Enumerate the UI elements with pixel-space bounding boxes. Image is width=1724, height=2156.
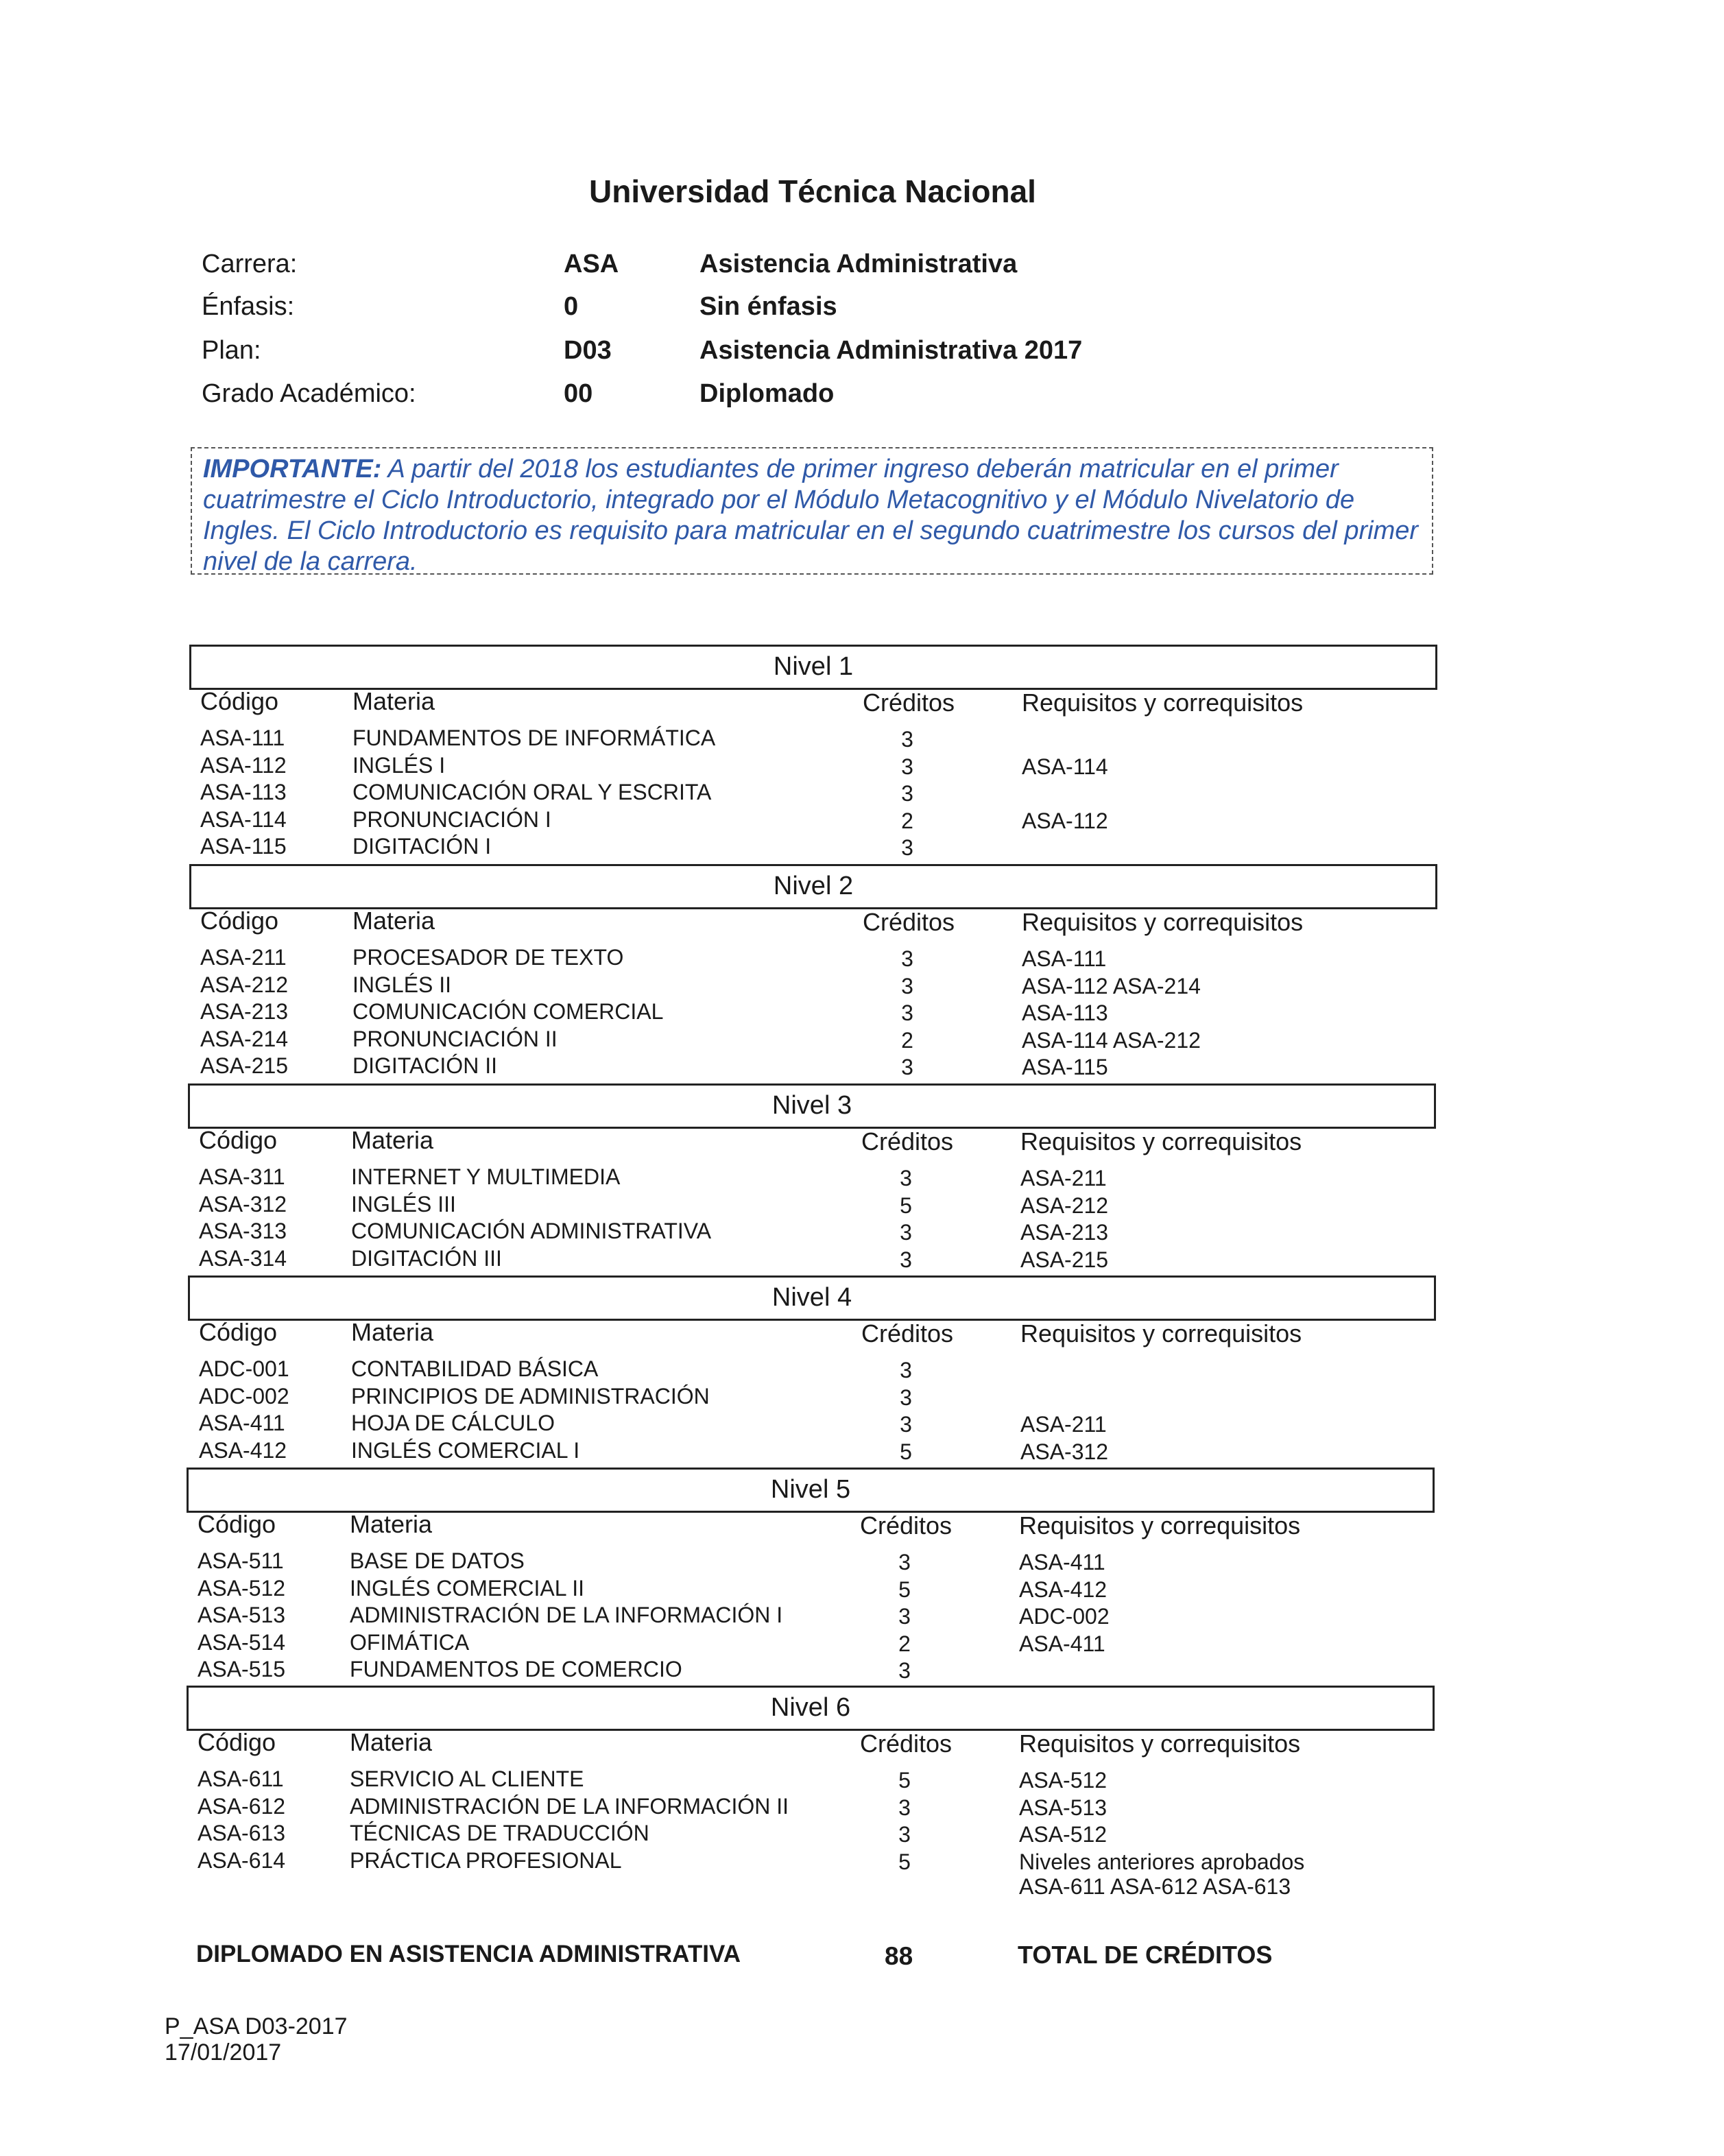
- column-header-code: Código: [200, 687, 279, 715]
- course-code: ASA-215: [200, 1053, 289, 1078]
- course-code: ASA-114: [200, 807, 287, 832]
- course-credits: 3: [900, 1358, 912, 1382]
- course-name: INGLÉS COMERCIAL II: [350, 1576, 584, 1601]
- emphasis-value: Sin énfasis: [699, 292, 837, 321]
- column-header-subject: Materia: [352, 687, 435, 715]
- course-name: COMUNICACIÓN ADMINISTRATIVA: [351, 1219, 712, 1243]
- level-header: Nivel 2: [189, 864, 1437, 909]
- column-header-requirements: Requisitos y correquisitos: [1019, 1729, 1301, 1758]
- course-credits: 3: [901, 946, 913, 971]
- total-credits: 88: [885, 1942, 913, 1970]
- course-credits: 3: [901, 781, 913, 806]
- column-header-subject: Materia: [351, 1318, 434, 1346]
- column-header-code: Código: [197, 1510, 276, 1538]
- course-credits: 2: [901, 1028, 913, 1053]
- course-code: ASA-211: [200, 945, 287, 970]
- course-credits: 3: [901, 727, 913, 752]
- level-header: Nivel 4: [188, 1275, 1436, 1321]
- course-requirements: ASA-411: [1019, 1631, 1105, 1656]
- level-header: Nivel 5: [187, 1468, 1435, 1513]
- column-header-credits: Créditos: [860, 1511, 953, 1540]
- course-requirements: ASA-212: [1020, 1193, 1109, 1218]
- course-requirements: ASA-211: [1020, 1166, 1107, 1190]
- course-requirements-extra: ASA-611 ASA-612 ASA-613: [1019, 1874, 1291, 1899]
- column-header-credits: Créditos: [863, 908, 955, 936]
- course-requirements: ASA-411: [1019, 1550, 1105, 1574]
- level-header: Nivel 3: [188, 1083, 1436, 1129]
- course-credits: 5: [898, 1849, 911, 1874]
- course-code: ASA-513: [197, 1603, 286, 1627]
- course-credits: 5: [898, 1577, 911, 1602]
- course-name: PRINCIPIOS DE ADMINISTRACIÓN: [351, 1384, 710, 1409]
- course-credits: 5: [900, 1439, 912, 1464]
- course-requirements: ASA-114: [1022, 754, 1108, 779]
- course-credits: 3: [898, 1550, 911, 1574]
- column-header-subject: Materia: [352, 907, 435, 935]
- course-name: COMUNICACIÓN ORAL Y ESCRITA: [352, 780, 712, 804]
- course-name: PRONUNCIACIÓN II: [352, 1027, 558, 1051]
- course-name: PROCESADOR DE TEXTO: [352, 945, 624, 970]
- course-requirements: ASA-213: [1020, 1220, 1109, 1245]
- course-credits: 3: [898, 1658, 911, 1683]
- degree-name: DIPLOMADO EN ASISTENCIA ADMINISTRATIVA: [196, 1941, 741, 1967]
- course-name: OFIMÁTICA: [350, 1630, 470, 1655]
- course-code: ASA-614: [197, 1848, 286, 1873]
- course-name: DIGITACIÓN II: [352, 1053, 497, 1078]
- course-credits: 2: [901, 809, 913, 833]
- career-value: Asistencia Administrativa: [699, 250, 1018, 278]
- course-credits: 3: [900, 1220, 912, 1245]
- course-code: ASA-212: [200, 972, 289, 997]
- course-requirements: ASA-112: [1022, 809, 1108, 833]
- course-requirements: Niveles anteriores aprobados: [1019, 1849, 1305, 1874]
- column-header-code: Código: [200, 907, 279, 935]
- course-name: INGLÉS I: [352, 753, 446, 778]
- level-header: Nivel 1: [189, 645, 1437, 690]
- career-code: ASA: [564, 250, 619, 278]
- emphasis-label: Énfasis:: [202, 292, 295, 321]
- column-header-code: Código: [197, 1728, 276, 1756]
- course-credits: 3: [901, 1001, 913, 1025]
- course-requirements: ASA-111: [1022, 946, 1107, 971]
- course-code: ASA-515: [197, 1657, 286, 1681]
- course-code: ASA-512: [197, 1576, 286, 1601]
- course-code: ASA-511: [197, 1548, 284, 1573]
- course-name: ADMINISTRACIÓN DE LA INFORMACIÓN I: [350, 1603, 783, 1627]
- course-code: ADC-002: [199, 1384, 289, 1409]
- column-header-credits: Créditos: [861, 1319, 954, 1348]
- document-code: P_ASA D03-2017: [165, 2013, 348, 2039]
- document-date: 17/01/2017: [165, 2039, 282, 2065]
- course-name: ADMINISTRACIÓN DE LA INFORMACIÓN II: [350, 1794, 789, 1819]
- column-header-code: Código: [199, 1126, 278, 1154]
- course-code: ASA-613: [197, 1821, 286, 1845]
- course-name: COMUNICACIÓN COMERCIAL: [352, 999, 664, 1024]
- level-header: Nivel 6: [187, 1686, 1435, 1731]
- course-credits: 3: [900, 1166, 912, 1190]
- course-name: INTERNET Y MULTIMEDIA: [351, 1164, 621, 1189]
- course-code: ASA-112: [200, 753, 287, 778]
- total-credits-label: TOTAL DE CRÉDITOS: [1018, 1941, 1273, 1969]
- column-header-requirements: Requisitos y correquisitos: [1022, 908, 1304, 936]
- course-requirements: ASA-114 ASA-212: [1022, 1028, 1201, 1053]
- course-credits: 3: [901, 974, 913, 998]
- notice-text: A partir del 2018 los estudiantes de primer ingreso deberán matricular en el primer cuatrimestre el Ciclo Introductorio, integrado por el Módulo Metacognitivo y el Módulo Nivelatorio de Ingles. El Ciclo Introductorio es requisito para matricular en el segundo cuatrimestre los cursos del primer nivel de la carrera.: [203, 455, 1419, 576]
- course-code: ASA-311: [199, 1164, 285, 1189]
- course-requirements: ADC-002: [1019, 1604, 1110, 1629]
- course-name: DIGITACIÓN III: [351, 1246, 502, 1271]
- course-requirements: ASA-412: [1019, 1577, 1108, 1602]
- plan-label: Plan:: [202, 336, 261, 365]
- course-code: ASA-113: [200, 780, 287, 804]
- degree-value: Diplomado: [699, 379, 835, 408]
- course-credits: 3: [900, 1412, 912, 1437]
- course-credits: 3: [901, 1055, 913, 1079]
- course-code: ADC-001: [199, 1356, 289, 1381]
- course-name: TÉCNICAS DE TRADUCCIÓN: [350, 1821, 649, 1845]
- column-header-requirements: Requisitos y correquisitos: [1019, 1511, 1301, 1540]
- column-header-credits: Créditos: [860, 1729, 953, 1758]
- column-header-credits: Créditos: [863, 688, 955, 717]
- course-code: ASA-312: [199, 1192, 287, 1217]
- course-code: ASA-213: [200, 999, 289, 1024]
- course-requirements: ASA-513: [1019, 1795, 1108, 1820]
- course-credits: 3: [898, 1822, 911, 1847]
- degree-label: Grado Académico:: [202, 379, 416, 408]
- course-credits: 3: [900, 1247, 912, 1272]
- course-credits: 3: [898, 1604, 911, 1629]
- course-requirements: ASA-113: [1022, 1001, 1108, 1025]
- course-name: SERVICIO AL CLIENTE: [350, 1766, 584, 1791]
- course-credits: 3: [901, 835, 913, 860]
- course-code: ASA-314: [199, 1246, 287, 1271]
- column-header-requirements: Requisitos y correquisitos: [1022, 688, 1304, 717]
- course-code: ASA-111: [200, 726, 285, 750]
- course-code: ASA-411: [199, 1411, 285, 1435]
- course-credits: 3: [901, 754, 913, 779]
- career-label: Carrera:: [202, 250, 298, 278]
- course-code: ASA-214: [200, 1027, 289, 1051]
- course-requirements: ASA-512: [1019, 1768, 1108, 1793]
- course-name: FUNDAMENTOS DE COMERCIO: [350, 1657, 682, 1681]
- course-code: ASA-115: [200, 834, 287, 859]
- course-requirements: ASA-112 ASA-214: [1022, 974, 1201, 998]
- course-code: ASA-611: [197, 1766, 284, 1791]
- course-requirements: ASA-115: [1022, 1055, 1108, 1079]
- course-code: ASA-412: [199, 1438, 287, 1463]
- important-notice: [191, 447, 1433, 575]
- course-code: ASA-313: [199, 1219, 287, 1243]
- column-header-subject: Materia: [351, 1126, 434, 1154]
- column-header-credits: Créditos: [861, 1127, 954, 1155]
- emphasis-code: 0: [564, 292, 579, 321]
- column-header-requirements: Requisitos y correquisitos: [1020, 1127, 1302, 1155]
- course-name: INGLÉS III: [351, 1192, 456, 1217]
- course-requirements: ASA-215: [1020, 1247, 1109, 1272]
- course-name: INGLÉS COMERCIAL I: [351, 1438, 580, 1463]
- course-credits: 3: [900, 1385, 912, 1410]
- course-requirements: ASA-312: [1020, 1439, 1109, 1464]
- course-name: PRÁCTICA PROFESIONAL: [350, 1848, 622, 1873]
- course-name: DIGITACIÓN I: [352, 834, 492, 859]
- course-credits: 5: [900, 1193, 912, 1218]
- column-header-code: Código: [199, 1318, 278, 1346]
- page-title: Universidad Técnica Nacional: [589, 173, 1036, 209]
- course-credits: 5: [898, 1768, 911, 1793]
- course-name: BASE DE DATOS: [350, 1548, 525, 1573]
- course-name: INGLÉS II: [352, 972, 452, 997]
- course-code: ASA-514: [197, 1630, 286, 1655]
- column-header-subject: Materia: [350, 1510, 433, 1538]
- course-name: HOJA DE CÁLCULO: [351, 1411, 555, 1435]
- notice-bold: IMPORTANTE:: [203, 455, 382, 483]
- column-header-subject: Materia: [350, 1728, 433, 1756]
- course-credits: 2: [898, 1631, 911, 1656]
- course-requirements: ASA-512: [1019, 1822, 1108, 1847]
- degree-code: 00: [564, 379, 593, 408]
- course-requirements: ASA-211: [1020, 1412, 1107, 1437]
- course-code: ASA-612: [197, 1794, 286, 1819]
- course-credits: 3: [898, 1795, 911, 1820]
- course-name: FUNDAMENTOS DE INFORMÁTICA: [352, 726, 716, 750]
- course-name: CONTABILIDAD BÁSICA: [351, 1356, 599, 1381]
- course-name: PRONUNCIACIÓN I: [352, 807, 551, 832]
- column-header-requirements: Requisitos y correquisitos: [1020, 1319, 1302, 1348]
- plan-code: D03: [564, 336, 612, 365]
- plan-value: Asistencia Administrativa 2017: [699, 336, 1083, 365]
